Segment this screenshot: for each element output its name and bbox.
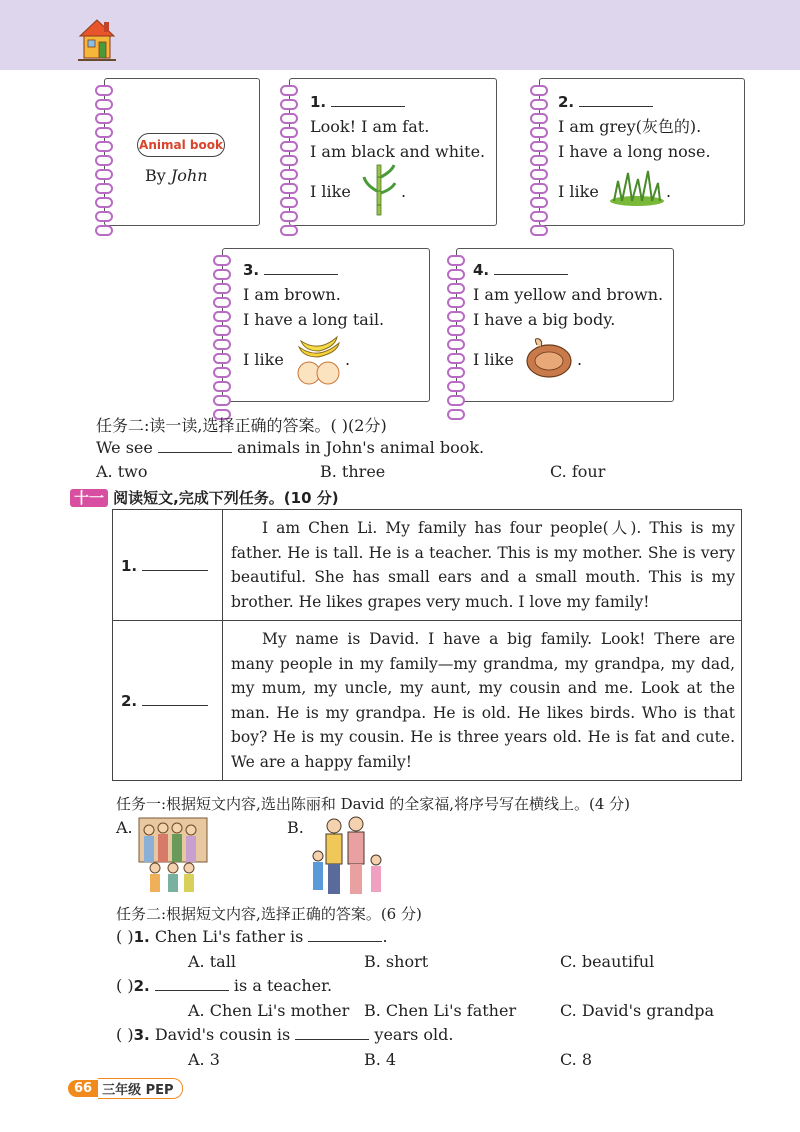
question-3 bbox=[116, 1025, 453, 1044]
q1-option-a[interactable]: A. tall bbox=[188, 952, 236, 971]
question-after: years old. bbox=[374, 1025, 454, 1044]
task2-top-question bbox=[96, 438, 484, 457]
cover-title: Animal book bbox=[139, 138, 223, 152]
card-line: I am yellow and brown. bbox=[473, 285, 664, 304]
option-a[interactable]: A. two bbox=[96, 462, 148, 481]
question-1 bbox=[116, 927, 388, 946]
page-number: 66 bbox=[68, 1080, 98, 1097]
question-2 bbox=[116, 976, 332, 995]
task2-prompt: 任务二:根据短文内容,选择正确的答案。(6 分) bbox=[116, 905, 422, 923]
animal-card-3: 3. I am brown. I have a long tail. I like . bbox=[222, 248, 430, 402]
question-before: David's cousin is bbox=[154, 1025, 291, 1044]
q3-option-b[interactable]: B. 4 bbox=[364, 1050, 397, 1069]
question-after: is a teacher. bbox=[233, 976, 333, 995]
section-11-heading bbox=[70, 487, 339, 508]
passage-number: 2. bbox=[121, 692, 138, 710]
card-line: I am black and white. bbox=[310, 142, 486, 161]
banana-peach-icon bbox=[293, 331, 343, 387]
answer-paren[interactable]: ( ) bbox=[116, 927, 134, 946]
passage-text: My name is David. I have a big family. Look! There are many people in my family—my grandma, my grandpa, my dad, my mum, my uncle, my aunt, my cousin and me. Look at the man. He is my grandpa. He is old. He likes birds. Who is that boy? He is my cousin. He is three years old. He is fat and cute. We are a happy family! bbox=[223, 621, 742, 781]
family-photo-b bbox=[308, 814, 388, 896]
q3-option-c[interactable]: C. 8 bbox=[560, 1050, 593, 1069]
answer-blank[interactable] bbox=[264, 260, 338, 275]
like-label: I like bbox=[558, 182, 599, 201]
passage-label-cell bbox=[113, 510, 223, 621]
meat-icon bbox=[523, 335, 575, 381]
answer-blank[interactable] bbox=[158, 438, 232, 453]
task1-prompt: 任务一:根据短文内容,选出陈丽和 David 的全家福,将序号写在横线上。(4 分) bbox=[116, 795, 630, 813]
animal-card-1: 1. Look! I am fat. I am black and white. I like . bbox=[289, 78, 497, 226]
grass-icon bbox=[608, 169, 666, 207]
task2-top-prompt: 任务二:读一读,选择正确的答案。( )(2分) bbox=[96, 416, 387, 435]
like-label: I like bbox=[310, 182, 351, 201]
answer-blank[interactable] bbox=[331, 92, 405, 107]
option-c[interactable]: C. four bbox=[550, 462, 606, 481]
answer-blank[interactable] bbox=[142, 556, 208, 571]
answer-blank[interactable] bbox=[295, 1025, 369, 1040]
answer-paren[interactable]: ( ) bbox=[116, 976, 134, 995]
option-b[interactable]: B. three bbox=[320, 462, 386, 481]
bamboo-icon bbox=[362, 163, 396, 217]
cover-byline bbox=[145, 163, 208, 188]
section-title: 阅读短文,完成下列任务。(10 分) bbox=[113, 489, 339, 507]
passage-text: I am Chen Li. My family has four people(人). This is my father. He is tall. He is a teacher. This is my mother. She is very beautiful. She has small ears and a small mouth. This is my brother. He likes grapes very much. I love my family! bbox=[223, 510, 742, 621]
question-after: . bbox=[382, 927, 388, 946]
question-number: 3. bbox=[133, 1026, 150, 1044]
card-line: I have a long nose. bbox=[558, 142, 711, 161]
animal-card-4: 4. I am yellow and brown. I have a big body. I like . bbox=[456, 248, 674, 402]
header-band bbox=[0, 0, 800, 70]
cover-title-badge bbox=[137, 133, 225, 157]
card-line: I am brown. bbox=[243, 285, 341, 304]
answer-blank[interactable] bbox=[494, 260, 568, 275]
house-icon bbox=[78, 18, 116, 62]
passage-row bbox=[113, 510, 742, 621]
q2-option-a[interactable]: A. Chen Li's mother bbox=[188, 1001, 350, 1020]
q1-option-b[interactable]: B. short bbox=[364, 952, 429, 971]
question-after: animals in John's animal book. bbox=[237, 438, 485, 457]
card-number: 4. bbox=[473, 261, 490, 279]
passages-table bbox=[112, 509, 742, 781]
animal-card-2: 2. I am grey(灰色的). I have a long nose. I like . bbox=[539, 78, 745, 226]
answer-blank[interactable] bbox=[308, 927, 382, 942]
question-number: 1. bbox=[133, 928, 150, 946]
cover-card bbox=[104, 78, 260, 226]
card-like bbox=[310, 179, 351, 204]
question-before: Chen Li's father is bbox=[154, 927, 304, 946]
card-line: I have a big body. bbox=[473, 310, 616, 329]
section-badge: 十一 bbox=[70, 489, 108, 507]
answer-paren[interactable]: ( ) bbox=[116, 1025, 134, 1044]
answer-blank[interactable] bbox=[142, 691, 208, 706]
card-number: 2. bbox=[558, 93, 575, 111]
card-rings bbox=[95, 85, 115, 239]
like-label: I like bbox=[473, 350, 514, 369]
card-line: I am grey(灰色的). bbox=[558, 117, 702, 136]
q1-option-c[interactable]: C. beautiful bbox=[560, 952, 655, 971]
family-photo-a bbox=[135, 816, 211, 894]
card-number: 3. bbox=[243, 261, 260, 279]
answer-blank[interactable] bbox=[155, 976, 229, 991]
q2-option-b[interactable]: B. Chen Li's father bbox=[364, 1001, 517, 1020]
card-number: 1. bbox=[310, 93, 327, 111]
question-number: 2. bbox=[133, 977, 150, 995]
card-line: Look! I am fat. bbox=[310, 117, 430, 136]
passage-label-cell bbox=[113, 621, 223, 781]
grade-label: 三年级 PEP bbox=[98, 1078, 182, 1099]
byline-label: By bbox=[145, 166, 166, 185]
passage-row bbox=[113, 621, 742, 781]
answer-blank[interactable] bbox=[579, 92, 653, 107]
author-name: John bbox=[170, 166, 208, 185]
task1-option-a[interactable]: A. bbox=[116, 818, 133, 837]
footer-badge bbox=[68, 1078, 183, 1098]
task1-option-b[interactable]: B. bbox=[287, 818, 304, 837]
q2-option-c[interactable]: C. David's grandpa bbox=[560, 1001, 715, 1020]
q3-option-a[interactable]: A. 3 bbox=[188, 1050, 220, 1069]
card-line: I have a long tail. bbox=[243, 310, 385, 329]
passage-number: 1. bbox=[121, 556, 138, 575]
like-label: I like bbox=[243, 350, 284, 369]
question-before: We see bbox=[96, 438, 153, 457]
